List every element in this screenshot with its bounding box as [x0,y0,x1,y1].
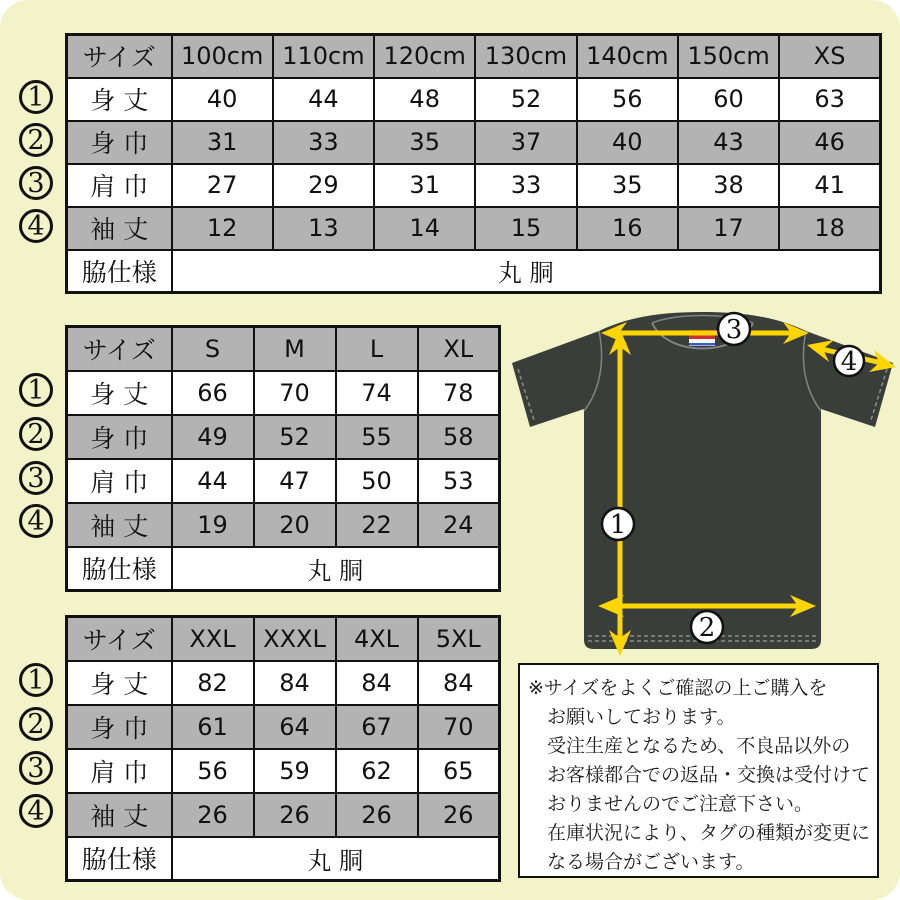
value-cell: 78 [418,371,500,415]
value-cell: 14 [374,207,475,250]
value-cell: 43 [678,121,779,164]
size-header-cell: 4XL [336,617,418,661]
value-cell: 56 [172,749,254,793]
value-cell: 12 [172,207,273,250]
size-header-cell: 130cm [475,35,576,78]
row-marker-2: 2 [19,417,53,451]
note-line: おりませんのでご注意下さい。 [547,793,814,815]
value-cell: 26 [418,793,500,837]
value-cell: 13 [273,207,374,250]
row-label-cell: 脇仕様 [67,547,172,591]
value-cell: 31 [172,121,273,164]
value-cell: 24 [418,503,500,547]
value-cell: 53 [418,459,500,503]
size-header-cell: サイズ [67,327,172,371]
row-marker-1: 1 [19,80,53,114]
row-label-cell: 肩 巾 [67,164,172,207]
value-cell: 64 [254,705,336,749]
value-cell: 44 [172,459,254,503]
diagram-label-2 [691,611,723,643]
value-cell: 61 [172,705,254,749]
note-line: 在庫状況により、タグの種類が変更に [547,822,871,844]
row-marker-3: 3 [19,751,53,785]
value-cell: 56 [577,78,678,121]
row-label-cell: 袖 丈 [67,207,172,250]
value-cell: 74 [336,371,418,415]
row-marker-2: 2 [19,707,53,741]
value-cell: 18 [779,207,880,250]
row-marker-4: 4 [19,209,53,243]
value-cell: 62 [336,749,418,793]
size-header-cell: M [254,327,336,371]
value-cell: 84 [418,661,500,705]
value-cell: 37 [475,121,576,164]
kids-size-table [65,33,882,294]
value-cell: 35 [577,164,678,207]
row-label-cell: 身 巾 [67,121,172,164]
note-line: ※サイズをよくご確認の上ご購入を [528,677,828,699]
size-header-cell: XS [779,35,880,78]
row-marker-1: 1 [19,663,53,697]
big-size-table [65,615,501,882]
value-cell: 46 [779,121,880,164]
value-cell: 67 [336,705,418,749]
value-cell: 26 [336,793,418,837]
size-header-cell: サイズ [67,617,172,661]
value-cell: 60 [678,78,779,121]
value-cell: 27 [172,164,273,207]
value-cell: 66 [172,371,254,415]
size-header-cell: 110cm [273,35,374,78]
value-cell: 47 [254,459,336,503]
size-header-cell: 120cm [374,35,475,78]
svg-text:2: 2 [698,613,716,643]
value-cell: 84 [254,661,336,705]
row-label-cell: 身 丈 [67,661,172,705]
value-cell: 84 [336,661,418,705]
value-cell: 58 [418,415,500,459]
diagram-label-3 [718,313,750,345]
side-spec-cell: 丸 胴 [172,837,500,881]
value-cell: 26 [254,793,336,837]
value-cell: 49 [172,415,254,459]
value-cell: 20 [254,503,336,547]
row-label-cell: 袖 丈 [67,503,172,547]
size-header-cell: 140cm [577,35,678,78]
value-cell: 82 [172,661,254,705]
value-cell: 48 [374,78,475,121]
purchase-note [518,663,879,878]
value-cell: 38 [678,164,779,207]
svg-text:1: 1 [609,510,627,540]
svg-text:4: 4 [840,347,858,377]
value-cell: 40 [172,78,273,121]
value-cell: 17 [678,207,779,250]
row-label-cell: 身 巾 [67,705,172,749]
row-marker-3: 3 [19,461,53,495]
value-cell: 22 [336,503,418,547]
value-cell: 41 [779,164,880,207]
value-cell: 33 [273,121,374,164]
diagram-label-4 [834,346,864,377]
row-label-cell: 身 巾 [67,415,172,459]
side-spec-cell: 丸 胴 [172,250,881,293]
size-header-cell: XL [418,327,500,371]
row-label-cell: 袖 丈 [67,793,172,837]
value-cell: 19 [172,503,254,547]
value-cell: 15 [475,207,576,250]
value-cell: 44 [273,78,374,121]
size-header-cell: 5XL [418,617,500,661]
size-header-cell: L [336,327,418,371]
value-cell: 40 [577,121,678,164]
row-label-cell: 肩 巾 [67,459,172,503]
row-marker-3: 3 [19,166,53,200]
value-cell: 70 [418,705,500,749]
adult-size-table [65,325,501,592]
value-cell: 70 [254,371,336,415]
size-header-cell: サイズ [67,35,172,78]
note-line: お客様都合での返品・交換は受付けて [547,764,871,786]
row-marker-4: 4 [19,794,53,828]
value-cell: 65 [418,749,500,793]
note-line: なる場合がございます。 [547,851,755,873]
row-marker-4: 4 [19,504,53,538]
value-cell: 50 [336,459,418,503]
value-cell: 33 [475,164,576,207]
row-label-cell: 脇仕様 [67,250,172,293]
value-cell: 59 [254,749,336,793]
value-cell: 26 [172,793,254,837]
svg-text:3: 3 [725,315,743,345]
diagram-label-1 [602,508,634,540]
row-label-cell: 身 丈 [67,371,172,415]
row-label-cell: 肩 巾 [67,749,172,793]
tshirt-diagram [505,303,900,665]
value-cell: 31 [374,164,475,207]
size-header-cell: XXL [172,617,254,661]
size-header-cell: 150cm [678,35,779,78]
side-spec-cell: 丸 胴 [172,547,500,591]
note-line: お願いしております。 [547,706,736,728]
note-line: 受注生産となるため、不良品以外の [547,735,851,757]
size-header-cell: XXXL [254,617,336,661]
size-header-cell: S [172,327,254,371]
row-marker-2: 2 [19,123,53,157]
value-cell: 52 [475,78,576,121]
value-cell: 52 [254,415,336,459]
row-label-cell: 身 丈 [67,78,172,121]
row-label-cell: 脇仕様 [67,837,172,881]
size-header-cell: 100cm [172,35,273,78]
value-cell: 63 [779,78,880,121]
row-marker-1: 1 [19,373,53,407]
value-cell: 29 [273,164,374,207]
value-cell: 35 [374,121,475,164]
value-cell: 16 [577,207,678,250]
value-cell: 55 [336,415,418,459]
